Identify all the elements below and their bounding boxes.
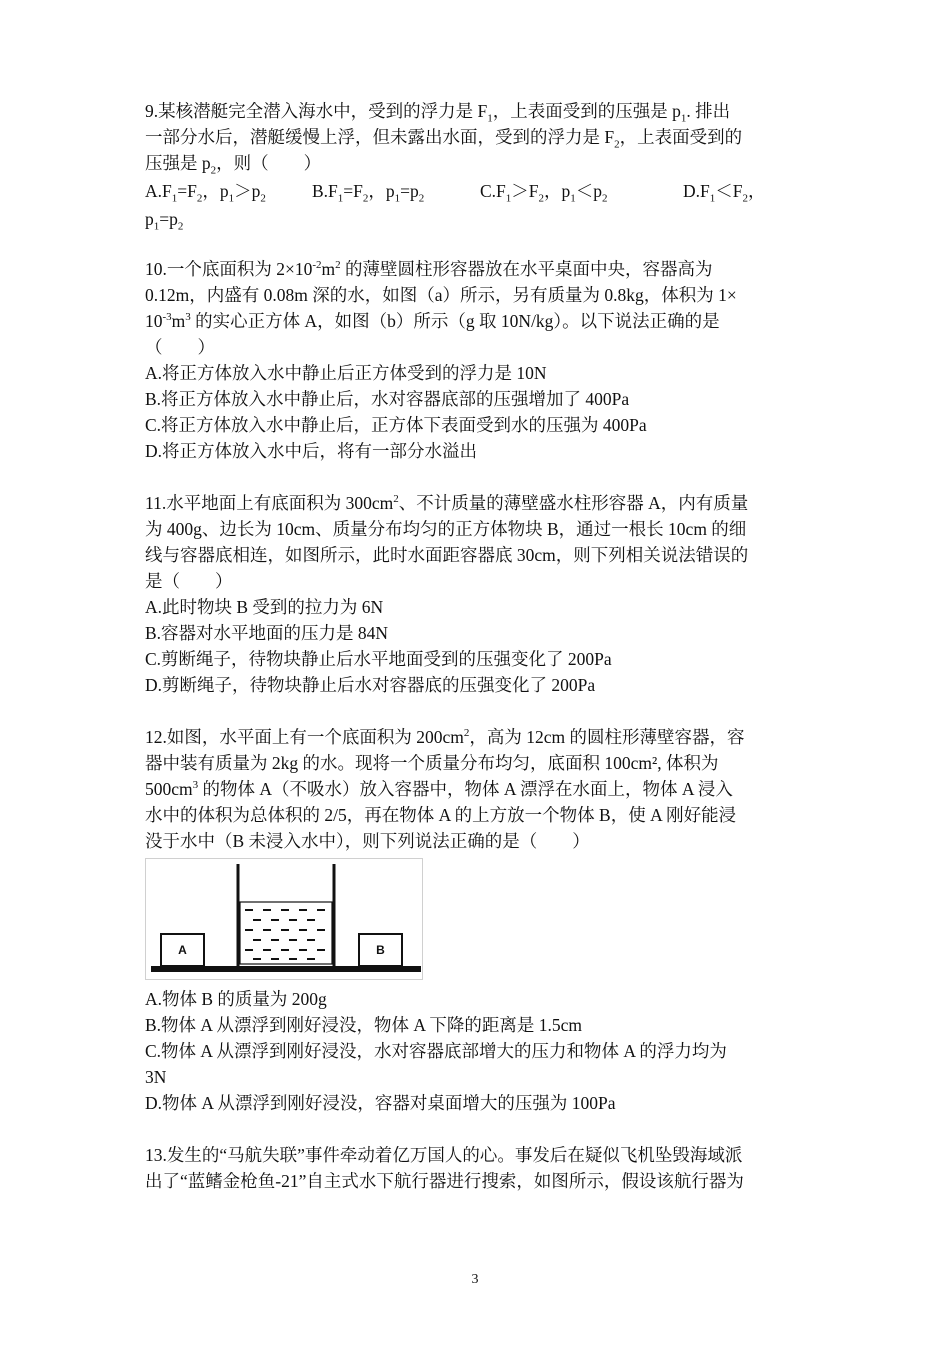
block-b-label: B <box>376 943 385 957</box>
q13-line-2: 出了“蓝鳍金枪鱼-21”自主式水下航行器进行搜索，如图所示，假设该航行器为 <box>145 1171 744 1191</box>
water-body <box>240 902 332 964</box>
block-a-label: A <box>178 943 187 957</box>
q11-line-3: 线与容器底相连，如图所示，此时水面距容器底 30cm，则下列相关说法错误的 <box>145 545 749 565</box>
q12-line-2: 器中装有质量为 2kg 的水。现将一个质量分布均匀，底面积 100cm², 体积为 <box>145 753 719 773</box>
q12-option-d: D.物体 A 从漂浮到刚好浸没，容器对桌面增大的压强为 100Pa <box>145 1093 616 1113</box>
q10-option-a: A.将正方体放入水中静止后正方体受到的浮力是 10N <box>145 363 547 383</box>
q12-option-a: A.物体 B 的质量为 200g <box>145 989 327 1009</box>
q10-line-3: $10^{-3}m^3$ 的实心正方体 A，如图（b）所示（g 取 10N/kg）。以下说法正确的是 <box>145 311 720 331</box>
q10-line-1: 10.一个底面积为 $2\times 10^{-2}m^2$ 的薄壁圆柱形容器放在水平桌面中央，容器高为 <box>145 259 713 279</box>
q12-line-1: 12.如图，水平面上有一个底面积为 $200cm^2$，高为 12cm 的圆柱形薄壁容器，容 <box>145 727 745 747</box>
q11-line-2: 为 400g、边长为 10cm、质量分布均匀的正方体物块 B，通过一根长 10cm 的细 <box>145 519 747 539</box>
page-number: 3 <box>471 1272 479 1287</box>
q11-line-4: 是（ ） <box>145 571 233 591</box>
q9-line-3: 压强是 $p_2$，则（ ） <box>145 153 322 177</box>
q9-option-d: $D.F_1<F_2$， <box>683 181 766 205</box>
container-figure <box>145 858 423 980</box>
q11-option-c: C.剪断绳子，待物块静止后水平地面受到的压强变化了 200Pa <box>145 649 612 669</box>
q9-option-b: $B.F_1=F_2$，$p_1=p_2$ <box>312 181 425 205</box>
q9-option-c: $C.F_1>F_2$，$p_1<p_2$ <box>480 181 608 205</box>
q12-option-c: C.物体 A 从漂浮到刚好浸没，水对容器底部增大的压力和物体 A 的浮力均为 <box>145 1041 727 1061</box>
q11-option-a: A.此时物块 B 受到的拉力为 6N <box>145 597 384 617</box>
q12-option-c-cont: 3N <box>145 1067 167 1087</box>
q11-option-b: B.容器对水平地面的压力是 84N <box>145 623 389 643</box>
q9-line-2: 一部分水后，潜艇缓慢上浮，但未露出水面，受到的浮力是 $F_2$，上表面受到的 <box>145 127 743 151</box>
q10-option-b: B.将正方体放入水中静止后，水对容器底部的压强增加了 400Pa <box>145 389 630 409</box>
q12-line-3: $500cm^3$ 的物体 A（不吸水）放入容器中，物体 A 漂浮在水面上，物体 A 浸入 <box>145 779 733 799</box>
q12-line-5: 没于水中（B 未浸入水中），则下列说法正确的是（ ） <box>145 831 590 851</box>
q11-option-d: D.剪断绳子，待物块静止后水对容器底的压强变化了 200Pa <box>145 675 596 695</box>
q13-line-1: 13.发生的“马航失联”事件牵动着亿万国人的心。事发后在疑似飞机坠毁海域派 <box>145 1145 743 1165</box>
q12-line-4: 水中的体积为总体积的 2/5，再在物体 A 的上方放一个物体 B，使 A 刚好能浸 <box>145 805 737 825</box>
q9-line-1: 9.某核潜艇完全潜入海水中，受到的浮力是 $F_1$，上表面受到的压强是 $p_1$. 排出 <box>145 101 731 125</box>
q10-option-d: D.将正方体放入水中后，将有一部分水溢出 <box>145 441 478 461</box>
q12-option-b: B.物体 A 从漂浮到刚好浸没，物体 A 下降的距离是 1.5cm <box>145 1015 583 1035</box>
q10-option-c: C.将正方体放入水中静止后，正方体下表面受到水的压强为 400Pa <box>145 415 647 435</box>
q11-line-1: 11.水平地面上有底面积为 $300cm^2$、不计质量的薄壁盛水柱形容器 A，内有质量 <box>145 493 749 513</box>
q10-line-4: （ ） <box>145 337 215 357</box>
q9-option-d-cont: $p_1=p_2$ <box>145 209 184 233</box>
q9-option-a: $A.F_1=F_2$，$p_1>p_2$ <box>145 181 266 205</box>
q10-line-2: 0.12m，内盛有 0.08m 深的水，如图（a）所示，另有质量为 0.8kg，体积为 1× <box>145 285 737 305</box>
